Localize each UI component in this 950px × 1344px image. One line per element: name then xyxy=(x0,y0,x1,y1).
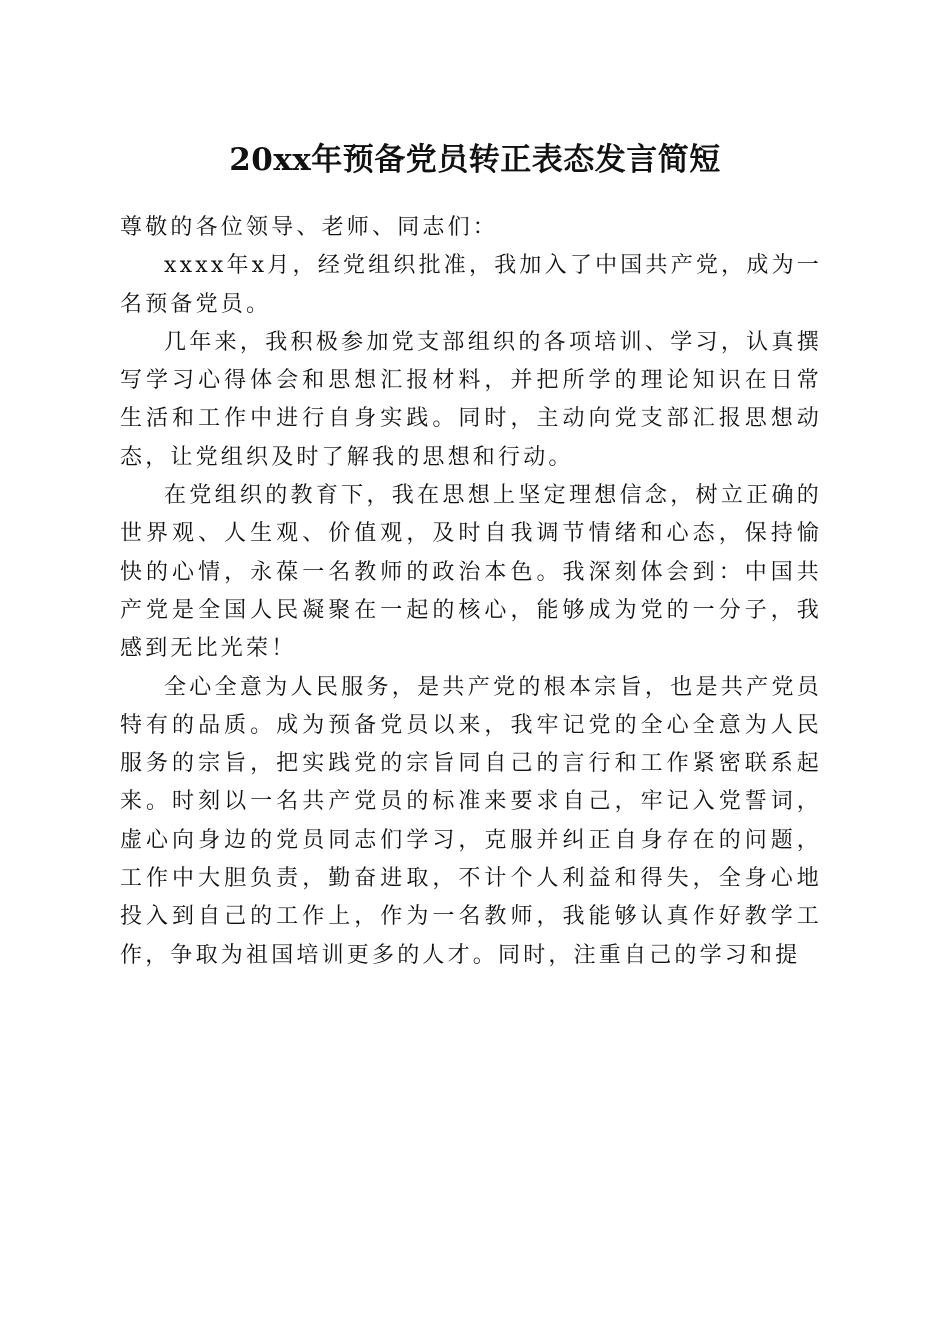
paragraph-3: 在党组织的教育下，我在思想上坚定理想信念，树立正确的世界观、人生观、价值观，及时自我调节情绪和心态，保持愉快的心情，永葆一名教师的政治本色。我深刻体会到：中国共产党是全国人民凝聚在一起的核心，能够成为党的一分子，我感到无比光荣！ xyxy=(120,483,822,662)
document-title: 20xx年预备党员转正表态发言简短 xyxy=(229,142,721,178)
salutation: 尊敬的各位领导、老师、同志们： xyxy=(120,215,499,240)
paragraph-2: 几年来，我积极参加党支部组织的各项培训、学习，认真撰写学习心得体会和思想汇报材料，并把所学的理论知识在日常生活和工作中进行自身实践。同时，主动向党支部汇报思想动态，让党组织及时了解我的思想和行动。 xyxy=(120,329,822,470)
document-body xyxy=(120,209,822,975)
paragraph-4: 全心全意为人民服务，是共产党的根本宗旨，也是共产党员特有的品质。成为预备党员以来，我牢记党的全心全意为人民服务的宗旨，把实践党的宗旨同自己的言行和工作紧密联系起来。时刻以一名共产党员的标准来要求自己，牢记入党誓词，虚心向身边的党员同志们学习，克服并纠正自身存在的问题，工作中大胆负责，勤奋进取，不计个人利益和得失，全身心地投入到自己的工作上，作为一名教师，我能够认真作好教学工作，争取为祖国培训更多的人才。同时，注重自己的学习和提 xyxy=(120,674,822,968)
paragraph-1: xxxx年x月，经党组织批准，我加入了中国共产党，成为一名预备党员。 xyxy=(120,253,822,317)
